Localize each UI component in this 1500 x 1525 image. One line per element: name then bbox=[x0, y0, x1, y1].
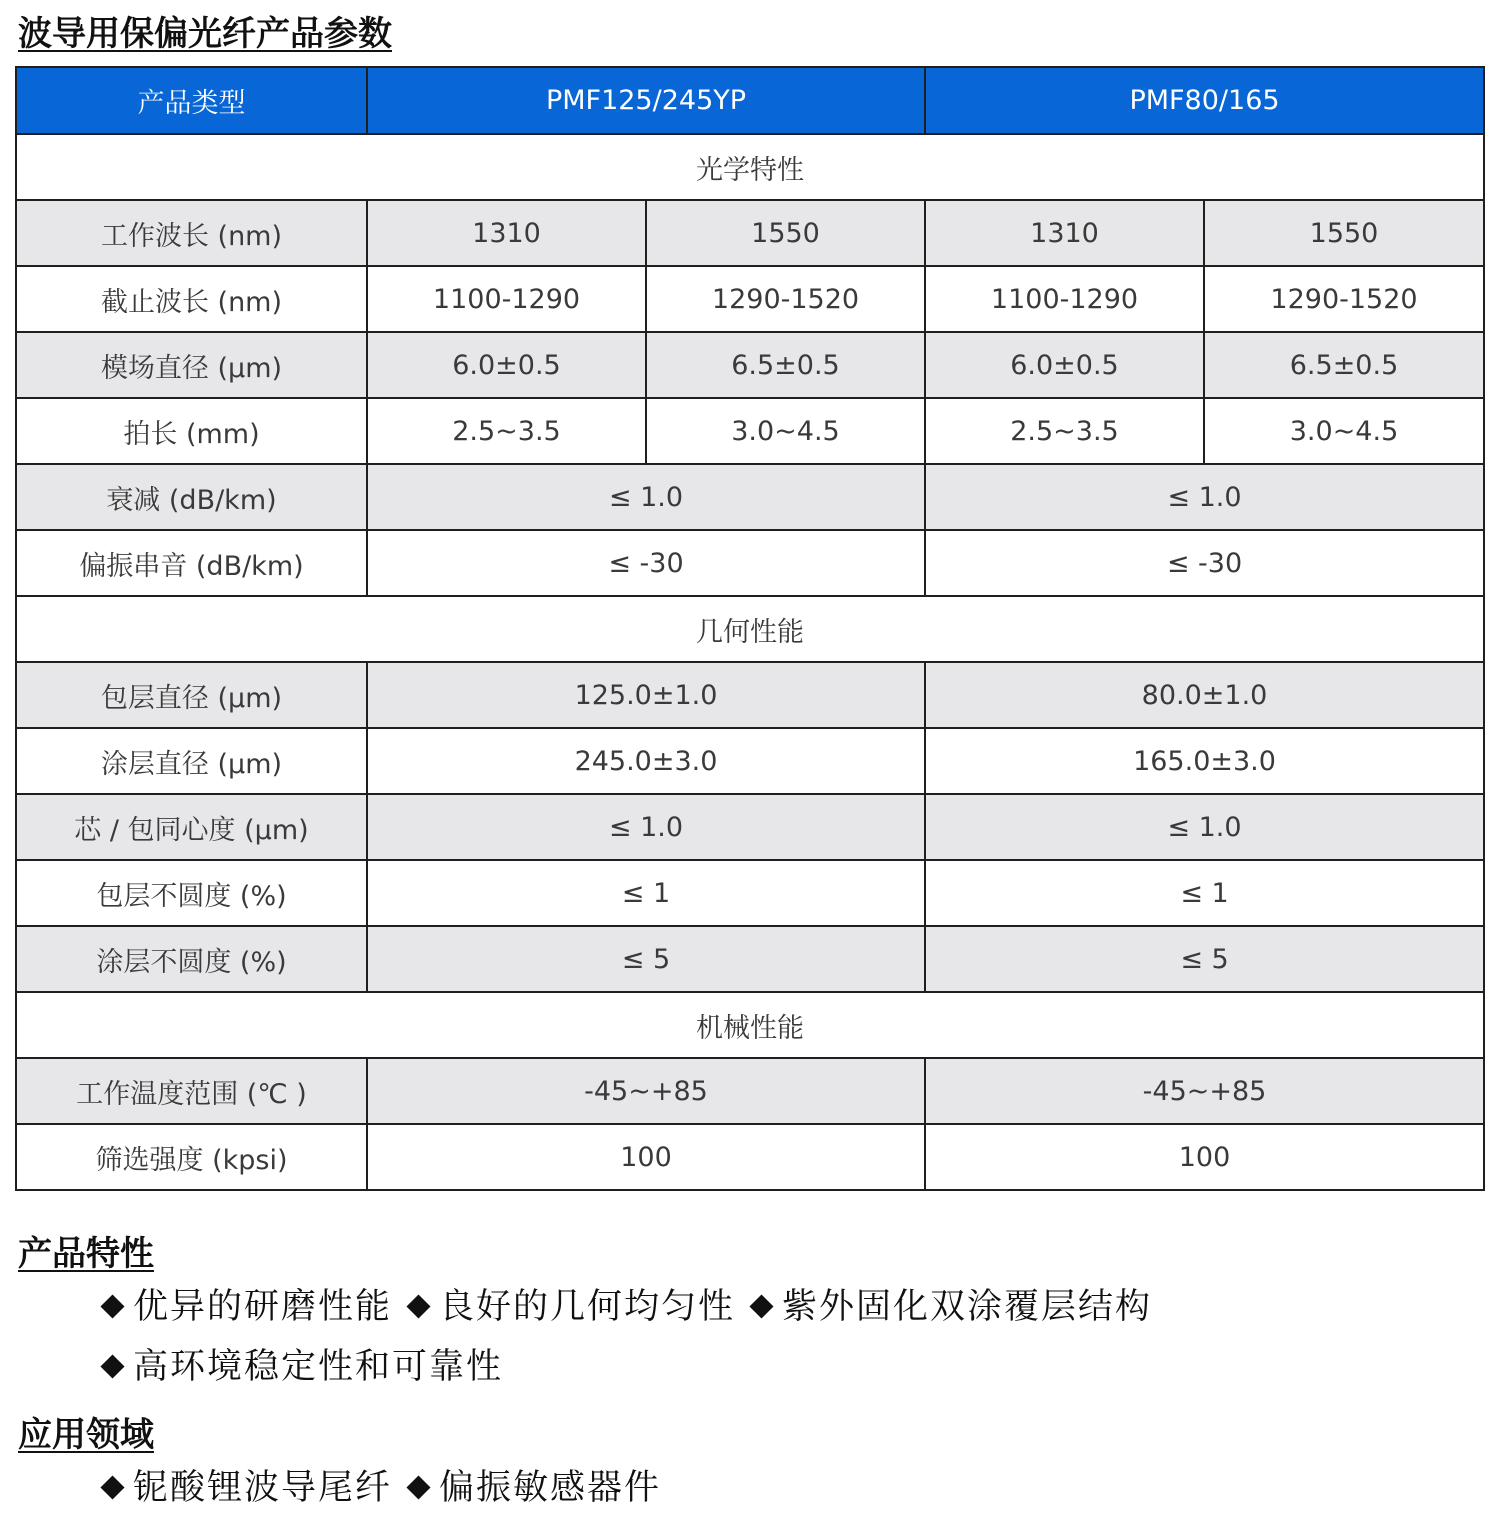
table-row bbox=[16, 1058, 1484, 1124]
table-row bbox=[16, 398, 1484, 464]
table-cell: -45~+85 bbox=[925, 1058, 1484, 1124]
table-row bbox=[16, 860, 1484, 926]
page-title: 波导用保偏光纤产品参数 bbox=[18, 14, 392, 54]
section-row bbox=[16, 596, 1484, 662]
table-cell: ≤ 1.0 bbox=[925, 464, 1484, 530]
table-cell: 1550 bbox=[646, 200, 925, 266]
table-row bbox=[16, 926, 1484, 992]
applications-heading: 应用领域 bbox=[18, 1415, 154, 1455]
table-cell: 1550 bbox=[1204, 200, 1484, 266]
features-line-2 bbox=[96, 1337, 1162, 1397]
row-label: 偏振串音 (dB/km) bbox=[16, 530, 367, 596]
feature-text: 良好的几何均匀性 bbox=[439, 1287, 736, 1327]
section-optical: 光学特性 bbox=[16, 134, 1484, 200]
table-cell: ≤ 1.0 bbox=[925, 794, 1484, 860]
header-label: 产品类型 bbox=[16, 67, 367, 134]
table-cell: 1310 bbox=[367, 200, 646, 266]
table-row bbox=[16, 728, 1484, 794]
row-label: 筛选强度 (kpsi) bbox=[16, 1124, 367, 1190]
diamond-bullet-icon bbox=[406, 1475, 430, 1499]
row-label: 芯 / 包同心度 (μm) bbox=[16, 794, 367, 860]
table-cell: ≤ -30 bbox=[367, 530, 925, 596]
table-cell: ≤ 5 bbox=[367, 926, 925, 992]
table-cell: 1290-1520 bbox=[646, 266, 925, 332]
table-cell: ≤ -30 bbox=[925, 530, 1484, 596]
diamond-bullet-icon bbox=[100, 1475, 124, 1499]
list-item bbox=[402, 1468, 661, 1508]
row-label: 模场直径 (μm) bbox=[16, 332, 367, 398]
application-text: 铌酸锂波导尾纤 bbox=[133, 1468, 393, 1508]
table-cell: 1100-1290 bbox=[367, 266, 646, 332]
table-cell: 100 bbox=[367, 1124, 925, 1190]
features-line-1 bbox=[96, 1277, 1162, 1337]
row-label: 包层直径 (μm) bbox=[16, 662, 367, 728]
list-item bbox=[745, 1287, 1152, 1327]
table-row bbox=[16, 332, 1484, 398]
row-label: 涂层直径 (μm) bbox=[16, 728, 367, 794]
table-header-row bbox=[16, 67, 1484, 134]
table-cell: 100 bbox=[925, 1124, 1484, 1190]
table-cell: 2.5~3.5 bbox=[367, 398, 646, 464]
feature-text: 紫外固化双涂覆层结构 bbox=[782, 1287, 1153, 1327]
table-row bbox=[16, 1124, 1484, 1190]
table-cell: 245.0±3.0 bbox=[367, 728, 925, 794]
section-row bbox=[16, 992, 1484, 1058]
features-heading: 产品特性 bbox=[18, 1234, 154, 1274]
table-cell: 1100-1290 bbox=[925, 266, 1204, 332]
row-label: 包层不圆度 (%) bbox=[16, 860, 367, 926]
list-item bbox=[96, 1468, 392, 1508]
table-cell: 3.0~4.5 bbox=[646, 398, 925, 464]
table-cell: ≤ 1.0 bbox=[367, 464, 925, 530]
list-item bbox=[96, 1287, 392, 1327]
diamond-bullet-icon bbox=[100, 1294, 124, 1318]
header-product-1: PMF125/245YP bbox=[367, 67, 925, 134]
row-label: 工作温度范围 (℃ ) bbox=[16, 1058, 367, 1124]
table-cell: -45~+85 bbox=[367, 1058, 925, 1124]
table-cell: ≤ 1 bbox=[925, 860, 1484, 926]
table-cell: 125.0±1.0 bbox=[367, 662, 925, 728]
table-cell: ≤ 1 bbox=[367, 860, 925, 926]
row-label: 截止波长 (nm) bbox=[16, 266, 367, 332]
table-row bbox=[16, 794, 1484, 860]
row-label: 拍长 (mm) bbox=[16, 398, 367, 464]
table-cell: 6.0±0.5 bbox=[925, 332, 1204, 398]
diamond-bullet-icon bbox=[100, 1354, 124, 1378]
table-row bbox=[16, 464, 1484, 530]
table-cell: 1290-1520 bbox=[1204, 266, 1484, 332]
spec-table bbox=[15, 66, 1485, 1191]
table-cell: 80.0±1.0 bbox=[925, 662, 1484, 728]
table-cell: 3.0~4.5 bbox=[1204, 398, 1484, 464]
applications-list bbox=[96, 1458, 671, 1518]
table-cell: 6.5±0.5 bbox=[646, 332, 925, 398]
row-label: 工作波长 (nm) bbox=[16, 200, 367, 266]
table-cell: ≤ 5 bbox=[925, 926, 1484, 992]
table-cell: 1310 bbox=[925, 200, 1204, 266]
row-label: 涂层不圆度 (%) bbox=[16, 926, 367, 992]
table-row bbox=[16, 200, 1484, 266]
table-cell: 6.5±0.5 bbox=[1204, 332, 1484, 398]
diamond-bullet-icon bbox=[750, 1294, 774, 1318]
table-cell: 6.0±0.5 bbox=[367, 332, 646, 398]
table-cell: ≤ 1.0 bbox=[367, 794, 925, 860]
section-row bbox=[16, 134, 1484, 200]
list-item bbox=[402, 1287, 735, 1327]
feature-text: 高环境稳定性和可靠性 bbox=[133, 1347, 504, 1387]
row-label: 衰减 (dB/km) bbox=[16, 464, 367, 530]
applications-line-1 bbox=[96, 1458, 671, 1518]
list-item bbox=[96, 1347, 503, 1387]
table-row bbox=[16, 530, 1484, 596]
feature-text: 优异的研磨性能 bbox=[133, 1287, 393, 1327]
section-geometric: 几何性能 bbox=[16, 596, 1484, 662]
section-mechanical: 机械性能 bbox=[16, 992, 1484, 1058]
table-cell: 2.5~3.5 bbox=[925, 398, 1204, 464]
header-product-2: PMF80/165 bbox=[925, 67, 1484, 134]
features-list bbox=[96, 1277, 1162, 1397]
diamond-bullet-icon bbox=[406, 1294, 430, 1318]
application-text: 偏振敏感器件 bbox=[439, 1468, 662, 1508]
table-cell: 165.0±3.0 bbox=[925, 728, 1484, 794]
table-row bbox=[16, 266, 1484, 332]
table-row bbox=[16, 662, 1484, 728]
